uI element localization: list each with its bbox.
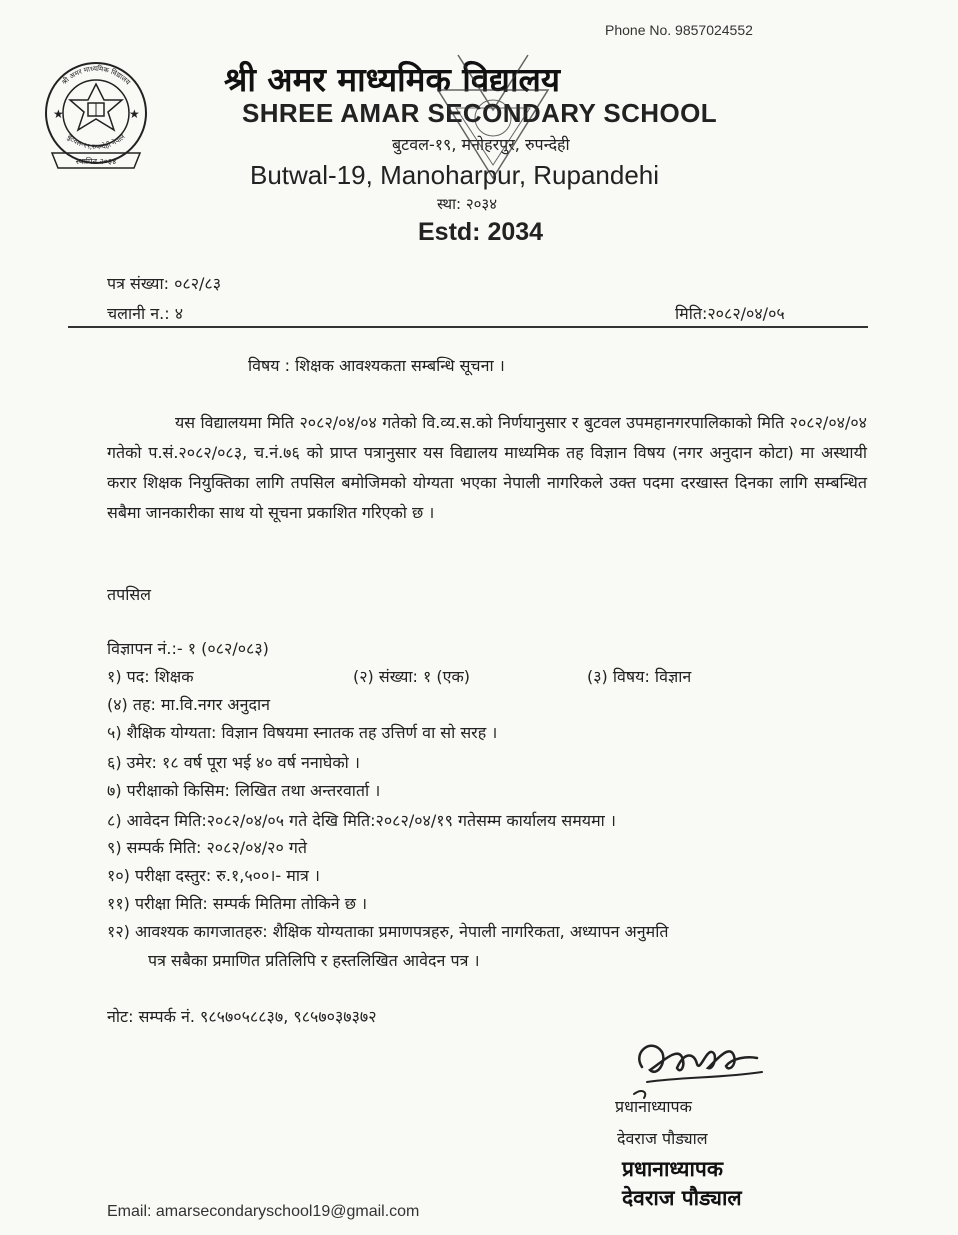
- tapasil-heading: तपसिल: [107, 585, 152, 604]
- logo-ring-text-bottom: बुटवल-१९,रुपन्देही नेपाल: [65, 132, 127, 152]
- school-stamp-icon: [418, 50, 568, 185]
- school-logo: [38, 58, 154, 178]
- detail-qualification: ५) शैक्षिक योग्यता: विज्ञान विषयमा स्नातक तह उत्तिर्ण वा सो सरह ।: [107, 723, 498, 742]
- detail-subject: (३) विषय: विज्ञान: [587, 667, 692, 686]
- detail-fee: १०) परीक्षा दस्तुर: रु.१,५००।- मात्र ।: [107, 866, 320, 885]
- logo-year: स्थापित २०३४: [75, 157, 117, 166]
- established-english: Estd: 2034: [418, 218, 544, 246]
- letter-date: मिति:२०८२/०४/०५: [675, 304, 785, 323]
- detail-exam-type: ७) परीक्षाको किसिम: लिखित तथा अन्तरवार्ता ।: [107, 781, 381, 800]
- detail-count: (२) संख्या: १ (एक): [353, 667, 470, 686]
- detail-documents-cont: पत्र सबैका प्रमाणित प्रतिलिपि र हस्तलिखित आवेदन पत्र ।: [148, 951, 480, 970]
- detail-documents: १२) आवश्यक कागजातहरु: शैक्षिक योग्यताका प्रमाणपत्रहरु, नेपाली नागरिकता, अध्यापन अनुमति: [107, 922, 669, 941]
- address-nepali: बुटवल-१९, मनोहरपुर, रुपन्देही: [392, 135, 570, 154]
- school-name-english: SHREE AMAR SECONDARY SCHOOL: [242, 98, 717, 128]
- detail-contact-date: ९) सम्पर्क मिति: २०८२/०४/२० गते: [107, 838, 308, 857]
- detail-level: (४) तह: मा.वि.नगर अनुदान: [107, 695, 271, 714]
- detail-exam-date: ११) परीक्षा मिति: सम्पर्क मितिमा तोकिने छ ।: [107, 894, 368, 913]
- principal-name: देवराज पौड्याल: [617, 1129, 708, 1148]
- svg-text:★: ★: [129, 107, 140, 121]
- detail-application: ८) आवेदन मिति:२०८२/०४/०५ गते देखि मिति:२०८२/०४/१९ गतेसम्म कार्यालय समयमा ।: [107, 811, 616, 830]
- signature-icon: [622, 1022, 772, 1102]
- address-english: Butwal-19, Manoharpur, Rupandehi: [250, 160, 660, 190]
- advertisement-number: विज्ञापन नं.:- १ (०८२/०८३): [107, 639, 269, 658]
- established-nepali: स्था: २०३४: [437, 195, 498, 213]
- letter-subject: विषय : शिक्षक आवश्यकता सम्बन्धि सूचना ।: [248, 356, 505, 375]
- phone-number: Phone No. 9857024552: [605, 22, 753, 38]
- dispatch-number: चलानी न.: ४: [107, 304, 184, 323]
- detail-age: ६) उमेर: १८ वर्ष पूरा भई ४० वर्ष ननाघेको ।: [107, 753, 360, 772]
- header-divider: [68, 326, 868, 328]
- school-name-nepali: श्री अमर माध्यमिक विद्यालय: [224, 60, 561, 99]
- body-paragraph: [107, 408, 867, 528]
- contact-note: नोट: सम्पर्क नं. ९८५७०५८८३७, ९८५७०३७३७२: [107, 1007, 377, 1026]
- principal-title: प्रधानाध्यापक: [615, 1097, 692, 1116]
- detail-post: १) पद: शिक्षक: [107, 667, 194, 686]
- reference-number: पत्र संख्या: ०८२/८३: [107, 274, 222, 293]
- principal-stamp-title: प्रधानाध्यापक: [622, 1157, 723, 1181]
- principal-stamp-name: देवराज पौड्याल: [622, 1186, 742, 1210]
- svg-text:★: ★: [53, 107, 64, 121]
- school-email: Email: amarsecondaryschool19@gmail.com: [107, 1203, 420, 1220]
- body-text: यस विद्यालयमा मिति २०८२/०४/०४ गतेको वि.व्य.स.को निर्णयानुसार र बुटवल उपमहानगरपालिकाको मिति २०८२/०४/०४ गतेको प.सं.२०८२/०८३, च.नं.७६ को प्राप्त पत्रानुसार यस विद्यालय माध्यमिक तह विज्ञान विषय (नगर अनुदान कोटा) मा अस्थायी करार शिक्षक नियुक्तिका लागि तपसिल बमोजिमको योग्यता भएका नेपाली नागरिकले उक्त पदमा दरखास्त दिनका लागि सम्बन्धित सबैमा जानकारीका साथ यो सूचना प्रकाशित गरिएको छ ।: [107, 413, 867, 522]
- logo-ring-text: श्री अमर माध्यमिक विद्यालय: [60, 64, 132, 87]
